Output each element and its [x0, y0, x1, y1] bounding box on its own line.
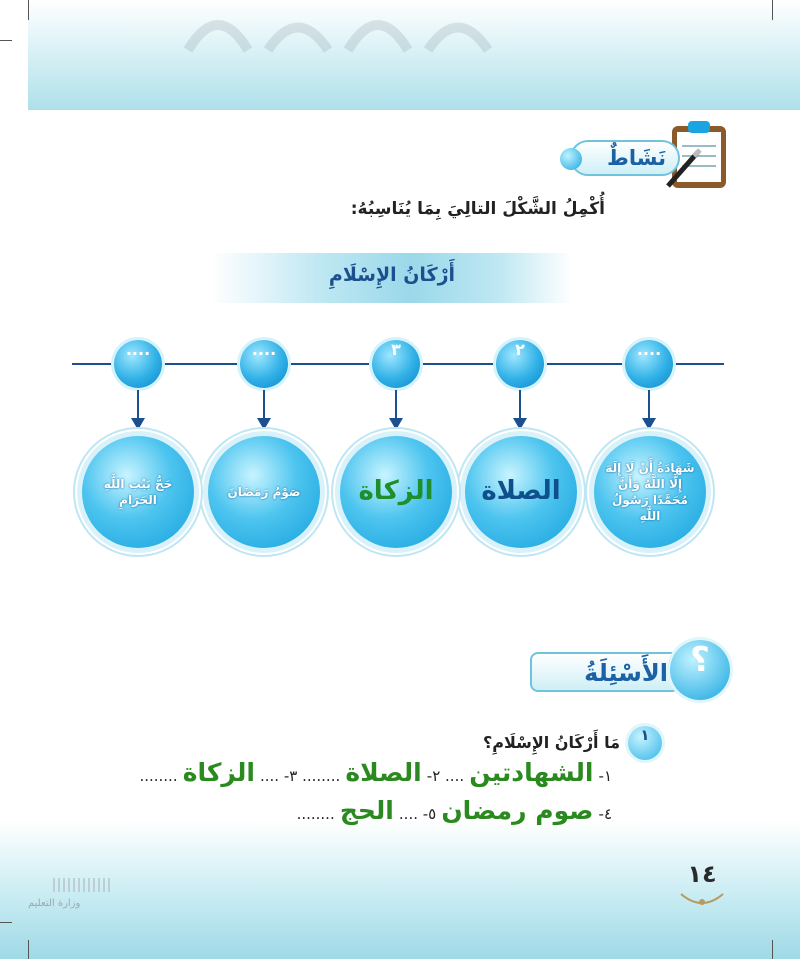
question-text: مَا أَرْكَانُ الإِسْلَامِ؟ — [482, 733, 620, 752]
ministry-logo — [28, 878, 118, 918]
arrow-head-icon — [257, 418, 271, 430]
top-decorative-band — [28, 0, 800, 110]
questions-heading: الأَسْئِلَةُ — [584, 659, 668, 687]
diagram-title: أَرْكَانُ الإِسْلَامِ — [328, 264, 456, 286]
answer-dots: ........ — [139, 767, 178, 785]
ministry-logo-icon — [53, 878, 113, 892]
pillar-text: الزكاة — [358, 476, 434, 507]
diagram-title-banner — [212, 253, 572, 303]
answer-shahada: الشهادتين — [469, 758, 594, 787]
pillar-node-5: .... — [114, 340, 162, 388]
answer-sawm: صوم رمضان — [441, 796, 594, 825]
answer-line-2 — [297, 796, 612, 825]
pillar-zakah — [340, 436, 452, 548]
pillar-text: شَهَادَةُ أَنْ لَا إِلَهَ إِلَّا اللَّهُ وَأَنَّ مُحَمَّدًا رَسُولُ اللَّهِ — [605, 460, 695, 524]
pillar-text: حَجُّ بَيْتِ اللَّهِ الحَرَامِ — [103, 476, 173, 507]
page-number-text: ١٤ — [687, 860, 717, 888]
pillar-node-4: .... — [240, 340, 288, 388]
arrow-head-icon — [131, 418, 145, 430]
pillar-hajj — [82, 436, 194, 548]
crop-mark — [28, 0, 29, 20]
arrow-down-icon — [263, 390, 265, 420]
answer-number: ٤- — [598, 805, 612, 823]
arrow-head-icon — [389, 418, 403, 430]
arrow-head-icon — [513, 418, 527, 430]
activity-label: نَشَاطٌ — [607, 146, 666, 170]
crop-mark — [0, 40, 12, 41]
answer-dots: .... ٢- — [426, 767, 465, 785]
questions-header — [530, 640, 730, 700]
crop-mark — [772, 0, 773, 20]
ornament-icon — [178, 0, 498, 60]
pillar-text: الصلاة — [481, 476, 561, 507]
question-mark-icon: ؟ — [670, 640, 730, 700]
pillar-salah — [465, 436, 577, 548]
answer-dots: ........ ٣- .... — [260, 767, 341, 785]
pillar-text: صَوْمُ رَمَضَانَ — [227, 484, 301, 499]
answer-zakah: الزكاة — [182, 758, 255, 787]
crop-mark — [772, 940, 773, 959]
answer-line-1 — [139, 758, 612, 787]
pillar-sawm — [208, 436, 320, 548]
answer-dots: ٥- .... — [398, 805, 437, 823]
ministry-name: وزارة التعليم — [28, 898, 81, 909]
activity-header — [560, 118, 730, 194]
page-ornament-icon — [677, 890, 727, 908]
arrow-down-icon — [395, 390, 397, 420]
arrow-down-icon — [648, 390, 650, 420]
arrow-down-icon — [137, 390, 139, 420]
arrow-head-icon — [642, 418, 656, 430]
questions-label-pill — [530, 652, 680, 692]
bullet-icon — [560, 148, 582, 170]
crop-mark — [0, 922, 12, 923]
pillar-node-2: ٢ — [496, 340, 544, 388]
answer-number: ١- — [598, 767, 612, 785]
activity-instruction: أُكْمِلُ الشَّكْلَ التالِيَ بِمَا يُنَاسِبُهُ: — [350, 199, 605, 219]
question-number-badge: ١ — [628, 726, 662, 760]
activity-label-pill — [570, 140, 680, 176]
page-number — [677, 860, 727, 906]
answer-hajj: الحج — [339, 796, 394, 825]
answer-dots: ........ — [296, 805, 335, 823]
pillar-shahada — [594, 436, 706, 548]
crop-mark — [28, 940, 29, 959]
pillar-node-1: .... — [625, 340, 673, 388]
pillar-node-3: ٣ — [372, 340, 420, 388]
answer-salah: الصلاة — [345, 758, 422, 787]
arrow-down-icon — [519, 390, 521, 420]
